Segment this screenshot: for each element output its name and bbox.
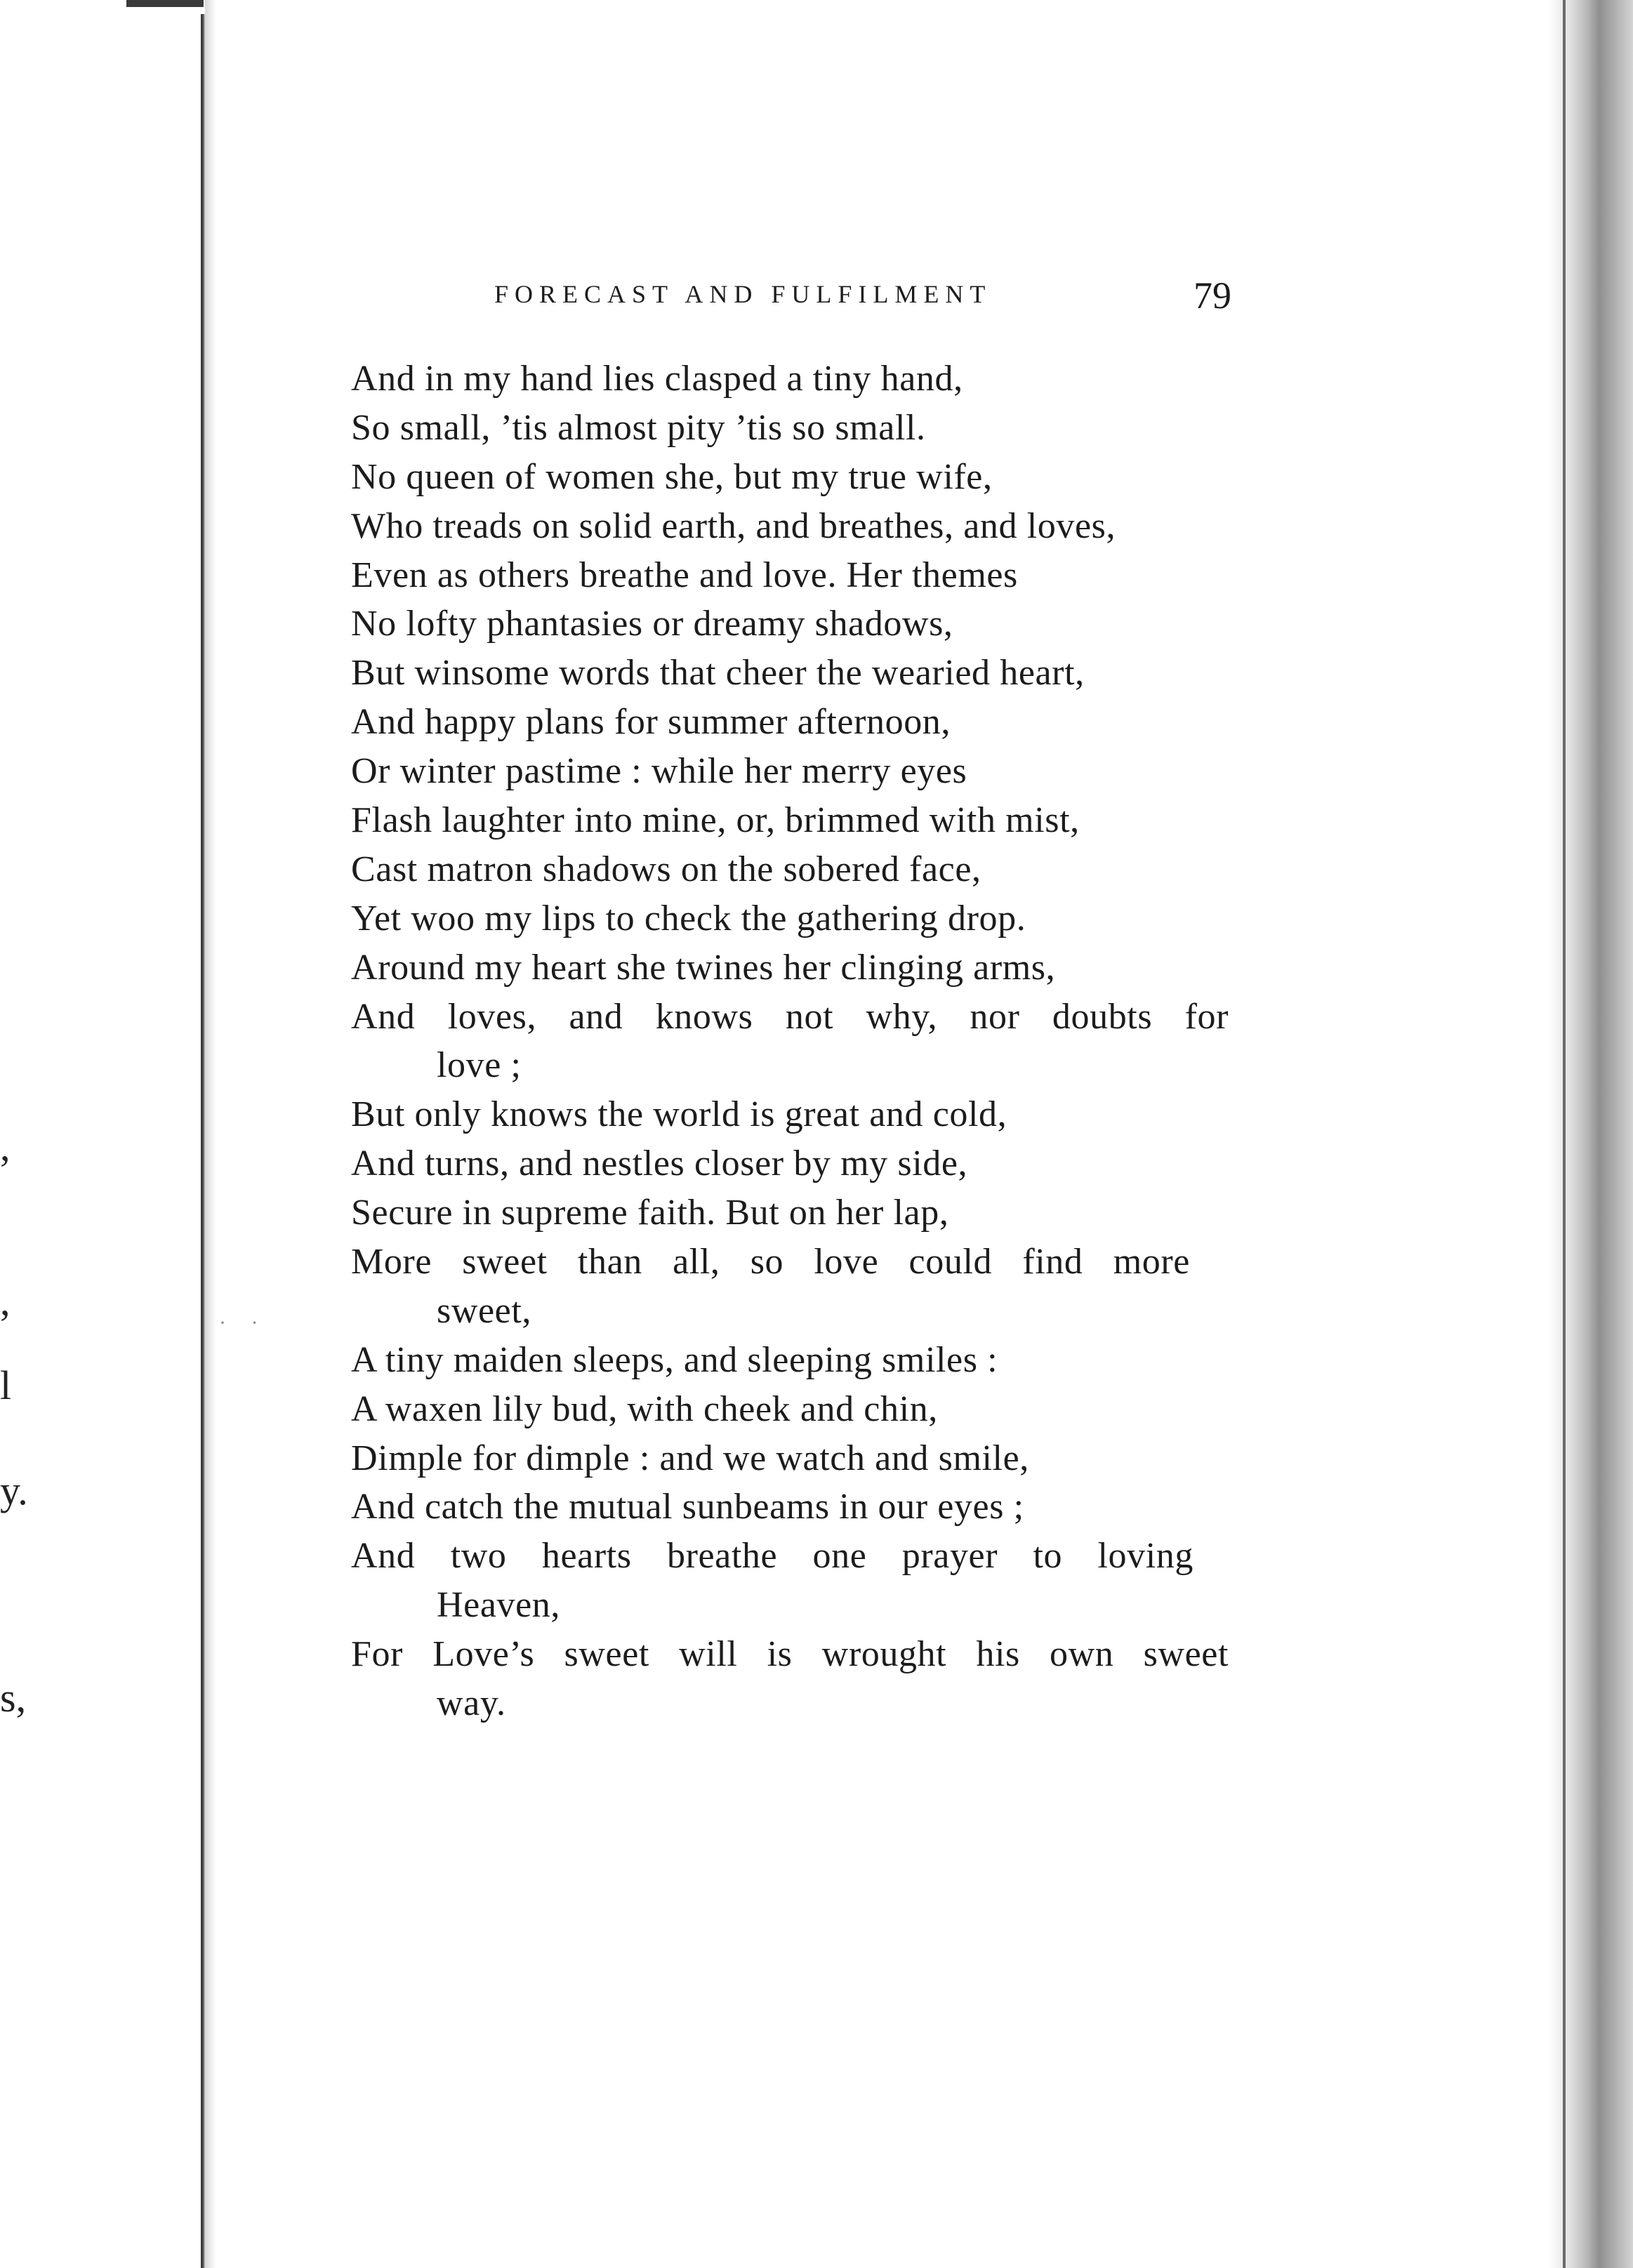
poem-line: A tiny maiden sleeps, and sleeping smiles : [351,1339,998,1380]
poem-line-continuation: way. [437,1683,506,1724]
poem-line: A waxen lily bud, with cheek and chin, [351,1388,938,1429]
margin-fragment: y. [0,1468,28,1513]
poem-line: Cast matron shadows on the sobered face, [351,849,981,889]
page-number: 79 [1194,274,1231,317]
poem-line: So small, ’tis almost pity ’tis so small. [351,407,926,448]
margin-fragment: l [0,1362,12,1408]
poem-text [351,354,1264,1728]
binding-shadow [126,0,204,7]
poem-line: And catch the mutual sunbeams in our eyes ; [351,1487,1024,1527]
poem-line: For Love’s sweet will is wrought his own sweet [351,1634,1229,1675]
poem-line: Who treads on solid earth, and breathes, and loves, [351,505,1116,546]
poem-line: Or winter pastime : while her merry eyes [351,751,967,792]
poem-line: And two hearts breathe one prayer to loving [351,1536,1194,1577]
left-page-edge [0,0,211,2268]
poem-line: No queen of women she, but my true wife, [351,456,993,497]
right-edge-line [1563,0,1566,2268]
poem-line-continuation: Heaven, [437,1585,560,1626]
poem-line: Around my heart she twines her clinging arms, [351,947,1056,988]
margin-fragment: , [0,1124,11,1169]
margin-fragment: , [0,1278,11,1324]
print-specks: · · [219,1311,268,1334]
poem-line: And turns, and nestles closer by my side, [351,1143,968,1184]
poem-line: Dimple for dimple : and we watch and smile, [351,1438,1029,1478]
poem-line: Yet woo my lips to check the gathering drop. [351,898,1026,939]
gutter-shadow [205,0,216,2268]
poem-line: Secure in supreme faith. But on her lap, [351,1193,949,1233]
poem-line: No lofty phantasies or dreamy shadows, [351,604,953,644]
poem-line: But only knows the world is great and cold, [351,1094,1007,1135]
page-header [494,274,1231,323]
poem-line: More sweet than all, so love could find more [351,1242,1190,1282]
right-page-edge [1549,0,1633,2268]
poem-line-continuation: sweet, [437,1290,531,1331]
poem-line: But winsome words that cheer the wearied heart, [351,653,1085,694]
poem-line: And loves, and knows not why, nor doubts for [351,996,1229,1037]
poem-line-continuation: love ; [437,1045,522,1086]
poem-line: And happy plans for summer afternoon, [351,702,951,743]
running-head: FORECAST AND FULFILMENT [494,280,992,308]
poem-line: Flash laughter into mine, or, brimmed with mist, [351,800,1080,841]
margin-fragment: s, [0,1675,27,1720]
poem-line: And in my hand lies clasped a tiny hand, [351,359,963,399]
poem-line: Even as others breathe and love. Her themes [351,555,1018,595]
